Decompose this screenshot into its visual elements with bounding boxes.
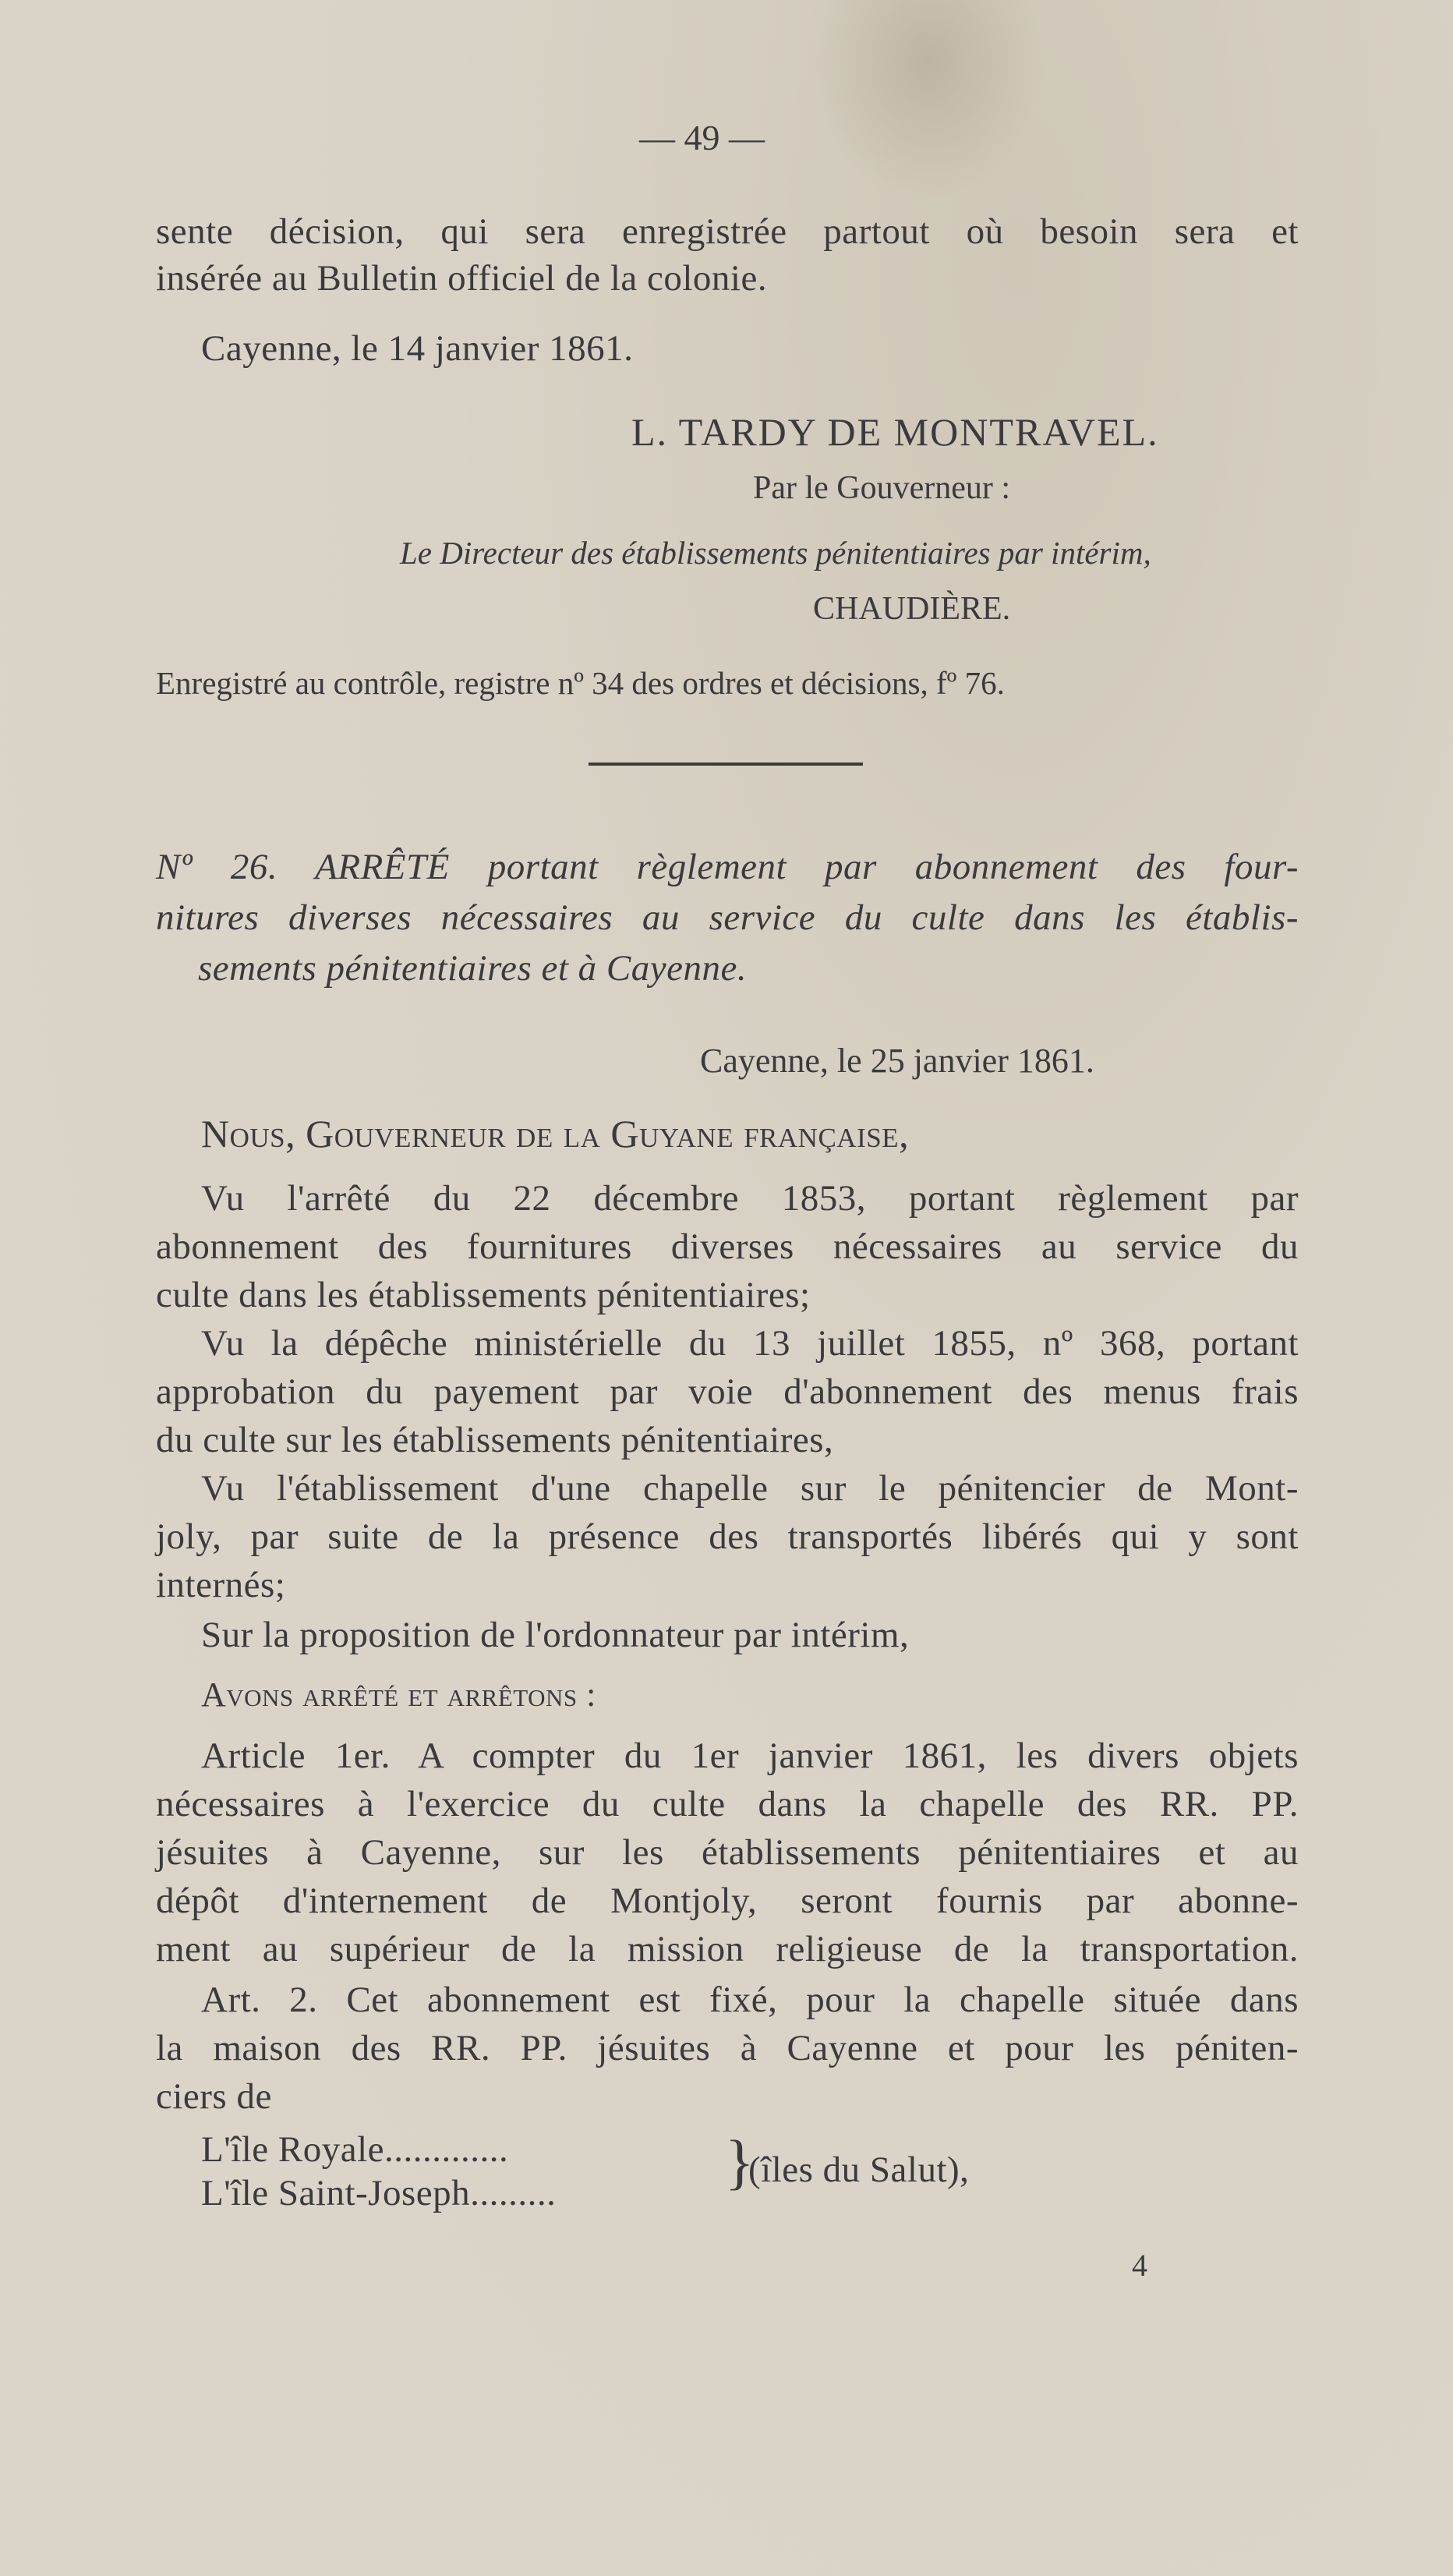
list-item: L'île Saint-Joseph......... [201,2173,557,2213]
text-line: Vu l'arrêté du 22 décembre 1853, portant règlement par [201,1178,1299,1219]
section-rule [589,763,863,766]
avons-line: Avons arrêté et arrêtons : [201,1675,596,1714]
nous-line: Nous, Gouverneur de la Guyane française, [201,1112,910,1155]
par-le-gouverneur: Par le Gouverneur : [753,470,1011,506]
list-item: L'île Royale............. [201,2129,509,2170]
paper-stain [811,0,1045,203]
text-line: Article 1er. A compter du 1er janvier 1861, les divers objets [201,1736,1299,1776]
text-line: du culte sur les établissements pénitentiaires, [156,1420,834,1460]
text-line: ciers de [156,2076,272,2117]
text-line: culte dans les établissements pénitentiaires; [156,1275,811,1315]
signature-mark: 4 [1132,2248,1147,2283]
page-number: — 49 — [639,118,765,157]
directeur-line: Le Directeur des établissements pénitentiaires par intérim, [400,535,1151,571]
text-line: sente décision, qui sera enregistrée partout où besoin sera et [156,211,1299,252]
text-line: insérée au Bulletin officiel de la colonie. [156,258,768,299]
text-line: dépôt d'internement de Montjoly, seront fournis par abonne- [156,1881,1299,1921]
text-line: Art. 2. Cet abonnement est fixé, pour la chapelle située dans [201,1980,1299,2020]
enregistre-line: Enregistré au contrôle, registre nº 34 des ordres et décisions, fº 76. [156,665,1005,701]
text-line: Sur la proposition de l'ordonnateur par intérim, [201,1615,910,1655]
text-line: Vu l'établissement d'une chapelle sur le pénitencier de Mont- [201,1468,1299,1509]
text-line: approbation du payement par voie d'abonnement des menus frais [156,1371,1299,1412]
signer-name: L. TARDY DE MONTRAVEL. [631,410,1159,454]
text-line: ment au supérieur de la mission religieuse de la transportation. [156,1929,1299,1969]
text-line: Vu la dépêche ministérielle du 13 juillet 1855, nº 368, portant [201,1323,1299,1364]
date-line: Cayenne, le 25 janvier 1861. [700,1042,1094,1080]
text-line: jésuites à Cayenne, sur les établissements pénitentiaires et au [156,1832,1299,1873]
brace-icon: } [725,2128,755,2196]
arrete-title-line: sements pénitentiaires et à Cayenne. [198,948,748,989]
arrete-title-line: Nº 26. ARRÊTÉ portant règlement par abonnement des four- [156,847,1299,887]
text-line: la maison des RR. PP. jésuites à Cayenne et pour les péniten- [156,2028,1299,2068]
text-line: nécessaires à l'exercice du culte dans la chapelle des RR. PP. [156,1784,1299,1824]
text-line: internés; [156,1565,286,1605]
text-line: joly, par suite de la présence des transportés libérés qui y sont [156,1516,1299,1557]
date-line: Cayenne, le 14 janvier 1861. [201,328,634,369]
text-line: abonnement des fournitures diverses nécessaires au service du [156,1226,1299,1267]
chaudiere-name: CHAUDIÈRE. [813,591,1011,627]
arrete-title-line: nitures diverses nécessaires au service du culte dans les établis- [156,897,1299,938]
list-annotation: (îles du Salut), [748,2150,970,2190]
